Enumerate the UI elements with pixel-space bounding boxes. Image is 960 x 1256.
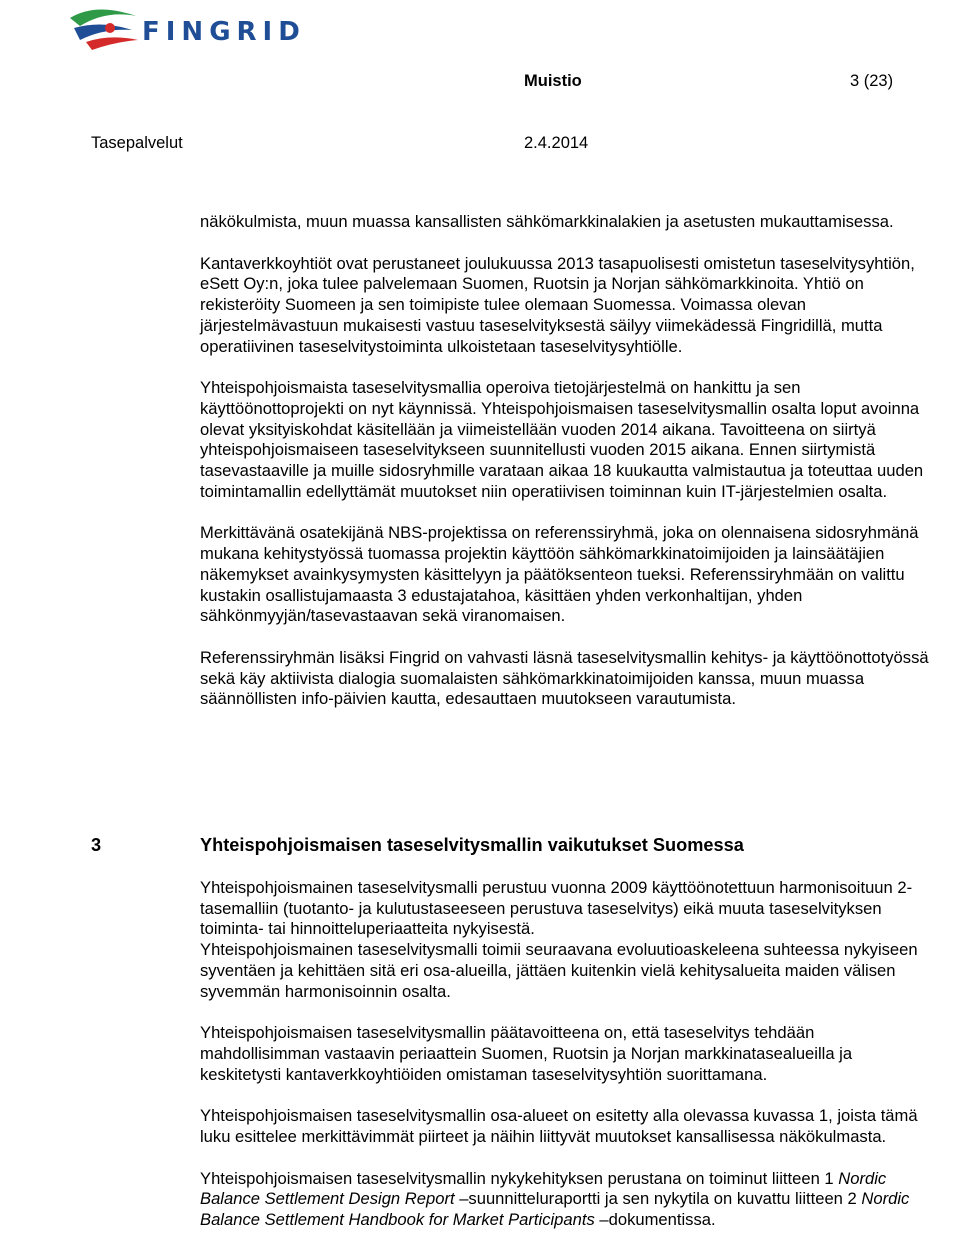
text-span: Yhteispohjoismaisen taseselvitysmallin nykykehityksen perustana on toiminut liitteen 1 [200, 1168, 839, 1188]
paragraph: Referenssiryhmän lisäksi Fingrid on vahvasti läsnä taseselvitysmallin kehitys- ja käyttöönottotyössä sekä käy aktiivista dialogia suomalaisten sähkömarkkinatoimijoiden kanssa, muun muassa säännöllisten info-päivien kautta, edesauttaen muutokseen varautumista. [200, 647, 929, 709]
document-date: 2.4.2014 [524, 134, 589, 152]
reference-title: Nordic Balance Settlement Design Report [200, 1168, 887, 1209]
section-number: 3 [91, 835, 102, 855]
paragraph: Yhteispohjoismainen taseselvitysmalli toimii seuraavana evoluutioaskeleena suhteessa nykyiseen syventäen ja kehittäen sitä eri osa-alueilla, jättäen kuitenkin vielä kehitysalueita maiden välisen syvemmän harmonisoinnin osalta. [200, 940, 918, 1001]
company-name: FINGRID [142, 17, 306, 47]
paragraph: Yhteispohjoismaista taseselvitysmallia operoiva tietojärjestelmä on hankittu ja sen käyttöönottoprojekti on nyt käynnissä. Yhteispohjoismaisen taseselvitysmallin osalta loput avoinna olevat yksityiskohdat käsitellään ja viimeistellään vuoden 2014 aikana. Tavoitteena on siirtyä yhteispohjoismaiseen taseselvitykseen suunnitellusti vuoden 2015 aikana. Ennen siirtymistä tasevastaaville ja muille sidosryhmille varataan aikaa 18 kuukautta valmistautua ja toteuttaa uuden toimintamallin edellyttämät muutokset niin operatiivisen toiminnan kuin IT-järjestelmien osalta. [200, 378, 924, 501]
text-span: –suunnitteluraportti ja sen nykytila on kuvattu liitteen 2 [454, 1189, 862, 1209]
paragraph: näkökulmista, muun muassa kansallisten sähkömarkkinalakien ja asetusten mukauttamisessa. [200, 212, 894, 231]
department: Tasepalvelut [91, 134, 183, 152]
paragraph: Yhteispohjoismaisen taseselvitysmallin osa-alueet on esitetty alla olevassa kuvassa 1, joista tämä luku esittelee merkittävimmät piirteet ja näihin liittyvät muutokset kansallisessa näkökulmasta. [200, 1106, 918, 1147]
body-section-before [200, 212, 935, 731]
paragraph: Merkittävänä osatekijänä NBS-projektissa on referenssiryhmä, joka on olennaisena sidosryhmänä mukana kehitystyössä tuomassa projektin käyttöön sähkömarkkinatoimijoiden ja lainsäätäjien näkemykset avainkysymysten käsittelyyn ja päätöksenteon tueksi. Referenssiryhmään on valittu kustakin osallistujamaasta 3 edustajatahoa, käsittäen yhden verkonhaltijan, yhden sähkönmyyjän/tasevastaavan sekä viranomaisen. [200, 523, 919, 626]
text-span: –dokumentissa. [594, 1210, 716, 1230]
paragraph-with-references [200, 1169, 935, 1231]
reference-title: Nordic Balance Settlement Handbook for Market Participants [200, 1189, 910, 1230]
body-section-after [200, 878, 935, 1252]
paragraph: Kantaverkkoyhtiöt ovat perustaneet joulukuussa 2013 tasapuolisesti omistetun taseselvitysyhtiön, eSett Oy:n, joka tulee palvelemaan Suomen, Ruotsin ja Norjan sähkömarkkinoita. Yhtiö on rekisteröity Suomeen ja sen toimipiste tulee olemaan Suomessa. Voimassa olevan järjestelmävastuun mukaisesti vastuu taseselvityksestä säilyy viimekädessä Fingridillä, mutta operatiivinen taseselvitystoiminta ulkoistetaan taseselvitysyhtiölle. [200, 253, 915, 356]
document-type: Muistio [524, 72, 582, 90]
section-title: Yhteispohjoismaisen taseselvitysmallin vaikutukset Suomessa [200, 835, 744, 855]
paragraph: Yhteispohjoismainen taseselvitysmalli perustuu vuonna 2009 käyttöönotettuun harmonisoituun 2-tasemalliin (tuotanto- ja kulutustaseeseen perustuva taseselvitys) eikä muuta taseselvityksen toiminta- tai hinnoitteluperiaatteita nykyisestä. [200, 878, 913, 939]
paragraph: Yhteispohjoismaisen taseselvitysmallin päätavoitteena on, että taseselvitys tehdään mahdollisimman vastaavin periaattein Suomen, Ruotsin ja Norjan markkinatasealueilla ja keskitetysti kantaverkkoyhtiöiden omistaman taseselvitysyhtiön suorittamana. [200, 1023, 853, 1084]
page-number: 3 (23) [850, 72, 894, 90]
fingrid-swoosh-icon [66, 6, 146, 52]
